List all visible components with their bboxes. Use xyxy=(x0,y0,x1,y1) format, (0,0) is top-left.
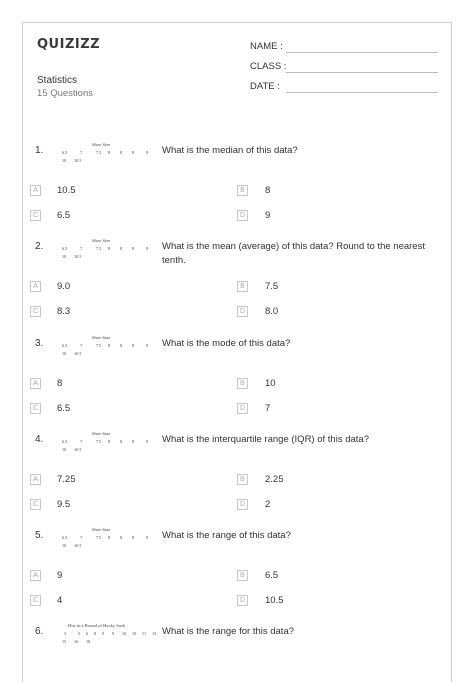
data-value: 5 xyxy=(78,631,81,636)
option-d-box[interactable]: D xyxy=(237,499,248,510)
option-b-text[interactable]: 8 xyxy=(265,185,271,196)
data-value: 7.5 xyxy=(96,535,102,540)
data-value: 7 xyxy=(80,150,83,155)
question-number: 2. xyxy=(35,241,44,252)
data-value: 9 xyxy=(146,246,149,251)
option-a-box[interactable]: A xyxy=(30,185,41,196)
data-value: 3 xyxy=(64,631,67,636)
question-number: 5. xyxy=(35,530,44,541)
question-number: 1. xyxy=(35,145,44,156)
option-c-text[interactable]: 9.5 xyxy=(57,499,71,510)
option-b-text[interactable]: 10 xyxy=(265,378,276,389)
data-value: 7.5 xyxy=(96,246,102,251)
data-table-title: Shoe Size xyxy=(92,142,111,147)
question-count: 15 Questions xyxy=(37,88,93,99)
data-value: 6 xyxy=(86,631,89,636)
data-table-image xyxy=(56,238,156,264)
data-value: 8 xyxy=(108,246,111,251)
data-value: 10.5 xyxy=(74,447,82,452)
data-value: 8 xyxy=(108,439,111,444)
option-b-text[interactable]: 6.5 xyxy=(265,570,279,581)
option-c-box[interactable]: C xyxy=(30,403,41,414)
option-c-box[interactable]: C xyxy=(30,499,41,510)
data-value: 10 xyxy=(62,543,67,548)
option-c-text[interactable]: 6.5 xyxy=(57,403,71,414)
option-a-text[interactable]: 10.5 xyxy=(57,185,76,196)
data-value: 6.5 xyxy=(62,246,68,251)
data-value: 6.5 xyxy=(62,150,68,155)
option-a-text[interactable]: 9 xyxy=(57,570,63,581)
option-c-text[interactable]: 8.3 xyxy=(57,306,71,317)
option-b-text[interactable]: 7.5 xyxy=(265,281,279,292)
data-value: 10 xyxy=(132,631,137,636)
data-value: 8 xyxy=(132,150,135,155)
data-value: 7 xyxy=(80,439,83,444)
option-d-box[interactable]: D xyxy=(237,403,248,414)
option-b-text[interactable]: 2.25 xyxy=(265,474,284,485)
option-d-text[interactable]: 10.5 xyxy=(265,595,284,606)
data-value: 7 xyxy=(80,343,83,348)
option-a-box[interactable]: A xyxy=(30,378,41,389)
option-d-box[interactable]: D xyxy=(237,210,248,221)
data-value: 9 xyxy=(146,150,149,155)
name-label: NAME : xyxy=(250,41,283,52)
data-value: 9 xyxy=(146,535,149,540)
data-value: 10.5 xyxy=(74,158,82,163)
option-b-box[interactable]: B xyxy=(237,378,248,389)
data-value: 13 xyxy=(152,631,157,636)
data-value: 8 xyxy=(120,150,123,155)
question-text: What is the interquartile range (IQR) of this data? xyxy=(162,434,369,445)
data-table-title: Shoe Size xyxy=(92,238,111,243)
class-label: CLASS : xyxy=(250,61,287,72)
option-a-text[interactable]: 9.0 xyxy=(57,281,71,292)
option-a-text[interactable]: 7.25 xyxy=(57,474,76,485)
option-b-box[interactable]: B xyxy=(237,570,248,581)
option-c-box[interactable]: C xyxy=(30,595,41,606)
data-value: 9 xyxy=(146,439,149,444)
data-value: 10 xyxy=(62,447,67,452)
data-value: 8 xyxy=(120,535,123,540)
data-table-image xyxy=(56,142,156,168)
question-text: What is the mode of this data? xyxy=(162,338,291,349)
name-field[interactable] xyxy=(286,52,438,53)
option-a-box[interactable]: A xyxy=(30,281,41,292)
data-value: 8 xyxy=(120,439,123,444)
data-value: 6.5 xyxy=(62,439,68,444)
data-value: 7 xyxy=(80,246,83,251)
data-table-title: Shoe Size xyxy=(92,431,111,436)
data-value: 7.5 xyxy=(96,343,102,348)
data-value: 10.5 xyxy=(74,351,82,356)
data-value: 8 xyxy=(132,439,135,444)
option-b-box[interactable]: B xyxy=(237,474,248,485)
question-text: What is the range for this data? xyxy=(162,626,295,637)
option-c-text[interactable]: 6.5 xyxy=(57,210,71,221)
option-d-text[interactable]: 2 xyxy=(265,499,271,510)
data-value: 10.5 xyxy=(74,254,82,259)
data-value: 8 xyxy=(132,246,135,251)
data-value: 9 xyxy=(146,343,149,348)
data-value: 9 xyxy=(102,631,105,636)
date-label: DATE : xyxy=(250,81,280,92)
data-value: 8 xyxy=(108,535,111,540)
option-d-text[interactable]: 8.0 xyxy=(265,306,279,317)
option-c-box[interactable]: C xyxy=(30,210,41,221)
question-number: 3. xyxy=(35,338,44,349)
data-value: 7 xyxy=(80,535,83,540)
data-value: 10 xyxy=(122,631,127,636)
option-d-box[interactable]: D xyxy=(237,306,248,317)
data-value: 10 xyxy=(62,351,67,356)
data-table-title: Hits in a Round of Hacky Sack xyxy=(68,623,126,628)
data-table-title: Shoe Size xyxy=(92,335,111,340)
data-value: 11 xyxy=(142,631,147,636)
question-text: What is the mean (average) of this data? Round to the nearest tenth. xyxy=(162,241,425,266)
data-value: 6.5 xyxy=(62,343,68,348)
question-number: 6. xyxy=(35,626,44,637)
data-value: 7.5 xyxy=(96,439,102,444)
data-value: 10 xyxy=(62,254,67,259)
data-value: 9 xyxy=(112,631,115,636)
data-value: 18 xyxy=(86,639,91,644)
data-value: 7.5 xyxy=(96,150,102,155)
data-value: 10 xyxy=(62,158,67,163)
worksheet-title: Statistics xyxy=(37,75,78,86)
data-table-image xyxy=(56,527,156,553)
option-c-box[interactable]: C xyxy=(30,306,41,317)
option-a-text[interactable]: 8 xyxy=(57,378,63,389)
option-a-box[interactable]: A xyxy=(30,474,41,485)
date-field[interactable] xyxy=(286,92,438,93)
question-number: 4. xyxy=(35,434,44,445)
option-b-box[interactable]: B xyxy=(237,185,248,196)
data-table-image xyxy=(56,431,156,457)
option-a-box[interactable]: A xyxy=(30,570,41,581)
question-text: What is the median of this data? xyxy=(162,145,298,156)
data-value: 10.5 xyxy=(74,543,82,548)
option-d-box[interactable]: D xyxy=(237,595,248,606)
data-value: 8 xyxy=(108,343,111,348)
data-value: 16 xyxy=(74,639,79,644)
option-d-text[interactable]: 7 xyxy=(265,403,271,414)
data-table-title: Shoe Size xyxy=(92,527,111,532)
data-value: 15 xyxy=(62,639,67,644)
option-d-text[interactable]: 9 xyxy=(265,210,271,221)
option-c-text[interactable]: 4 xyxy=(57,595,63,606)
data-value: 8 xyxy=(120,343,123,348)
option-b-box[interactable]: B xyxy=(237,281,248,292)
data-value: 6.5 xyxy=(62,535,68,540)
data-value: 8 xyxy=(94,631,97,636)
data-value: 8 xyxy=(120,246,123,251)
class-field[interactable] xyxy=(286,72,438,73)
data-value: 8 xyxy=(132,535,135,540)
data-table-image xyxy=(56,623,156,649)
quizizz-logo: QUIZIZZ xyxy=(37,37,101,52)
data-table-image xyxy=(56,335,156,361)
data-value: 8 xyxy=(132,343,135,348)
data-value: 8 xyxy=(108,150,111,155)
question-text: What is the range of this data? xyxy=(162,530,291,541)
